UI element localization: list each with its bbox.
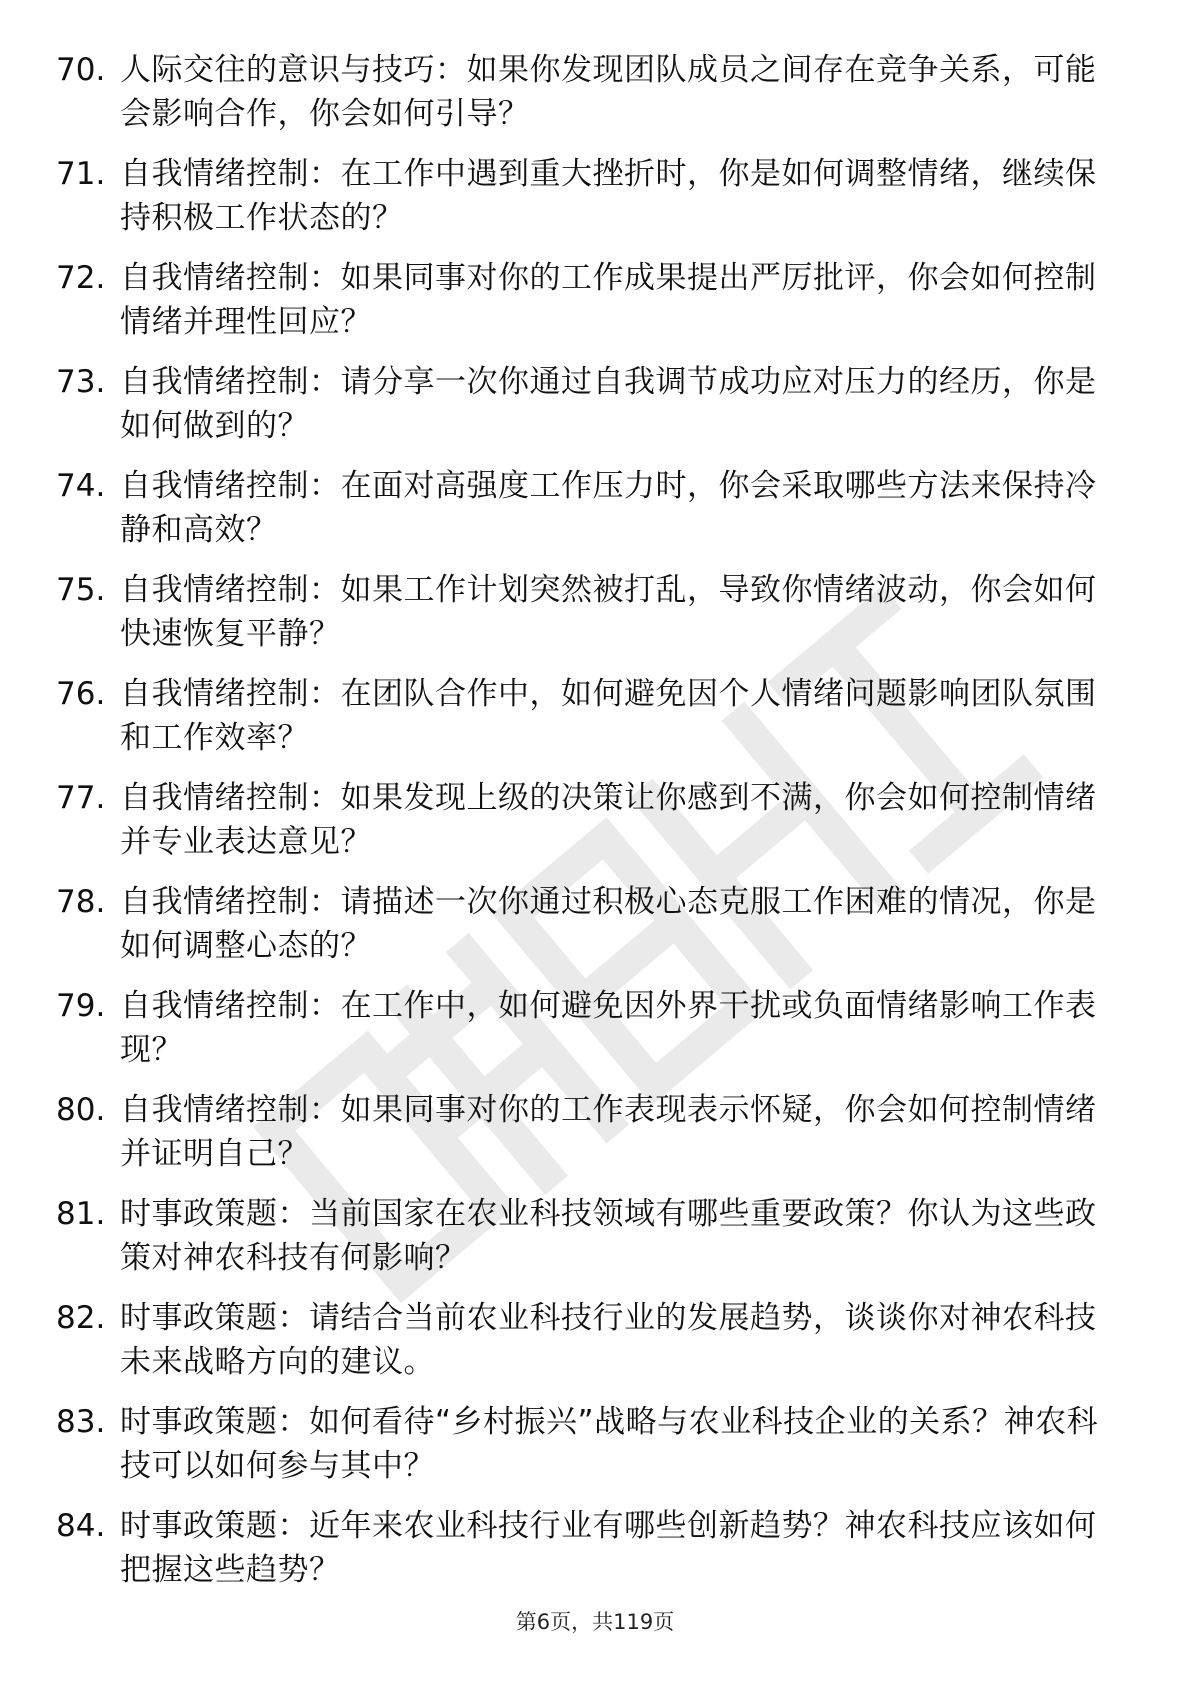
question-number: 84.: [56, 1508, 106, 1544]
question-item: [56, 48, 1106, 152]
question-text: 自我情绪控制：请分享一次你通过自我调节成功应对压力的经历，你是如何做到的？: [120, 364, 1097, 444]
question-number: 73.: [56, 364, 106, 400]
question-number: 81.: [56, 1196, 106, 1232]
question-text: 时事政策题：请结合当前农业科技行业的发展趋势，谈谈你对神农科技未来战略方向的建议。: [120, 1300, 1097, 1380]
question-text: 自我情绪控制：在工作中，如何避免因外界干扰或负面情绪影响工作表现？: [120, 988, 1097, 1068]
question-item: [56, 360, 1106, 464]
question-item: [56, 880, 1106, 984]
question-number: 71.: [56, 156, 106, 192]
question-text: 自我情绪控制：在团队合作中，如何避免因个人情绪问题影响团队氛围和工作效率？: [120, 676, 1097, 756]
question-number: 77.: [56, 780, 106, 816]
question-item: [56, 256, 1106, 360]
question-number: 82.: [56, 1300, 106, 1336]
page-footer: [0, 1608, 1190, 1636]
question-text: 自我情绪控制：如果同事对你的工作成果提出严厉批评，你会如何控制情绪并理性回应？: [120, 260, 1097, 340]
question-number: 74.: [56, 468, 106, 504]
question-item: [56, 1192, 1106, 1296]
question-text: 自我情绪控制：如果发现上级的决策让你感到不满，你会如何控制情绪并专业表达意见？: [120, 780, 1097, 860]
question-text: 自我情绪控制：如果工作计划突然被打乱，导致你情绪波动，你会如何快速恢复平静？: [120, 572, 1097, 652]
question-item: [56, 152, 1106, 256]
question-number: 83.: [56, 1404, 106, 1440]
question-number: 80.: [56, 1092, 106, 1128]
page-number-label: 第6页，共119页: [515, 1610, 675, 1634]
question-text: 人际交往的意识与技巧：如果你发现团队成员之间存在竞争关系，可能会影响合作，你会如何引导？: [120, 52, 1097, 132]
question-text: 时事政策题：近年来农业科技行业有哪些创新趋势？神农科技应该如何把握这些趋势？: [120, 1508, 1097, 1588]
question-number: 70.: [56, 52, 106, 88]
question-text: 自我情绪控制：请描述一次你通过积极心态克服工作困难的情况，你是如何调整心态的？: [120, 884, 1097, 964]
question-number: 72.: [56, 260, 106, 296]
question-item: [56, 1296, 1106, 1400]
question-item: [56, 984, 1106, 1088]
question-number: 79.: [56, 988, 106, 1024]
question-item: [56, 672, 1106, 776]
question-text: 时事政策题：当前国家在农业科技领域有哪些重要政策？你认为这些政策对神农科技有何影响？: [120, 1196, 1097, 1276]
question-text: 自我情绪控制：在面对高强度工作压力时，你会采取哪些方法来保持冷静和高效？: [120, 468, 1097, 548]
question-list: [56, 48, 1106, 1608]
question-text: 自我情绪控制：如果同事对你的工作表现表示怀疑，你会如何控制情绪并证明自己？: [120, 1092, 1097, 1172]
question-number: 75.: [56, 572, 106, 608]
question-number: 78.: [56, 884, 106, 920]
question-text: 时事政策题：如何看待“乡村振兴”战略与农业科技企业的关系？神农科技可以如何参与其中？: [120, 1404, 1099, 1484]
question-text: 自我情绪控制：在工作中遇到重大挫折时，你是如何调整情绪，继续保持积极工作状态的？: [120, 156, 1097, 236]
question-number: 76.: [56, 676, 106, 712]
question-item: [56, 464, 1106, 568]
question-item: [56, 1400, 1106, 1504]
question-item: [56, 776, 1106, 880]
question-item: [56, 1088, 1106, 1192]
question-item: [56, 568, 1106, 672]
question-item: [56, 1504, 1106, 1608]
